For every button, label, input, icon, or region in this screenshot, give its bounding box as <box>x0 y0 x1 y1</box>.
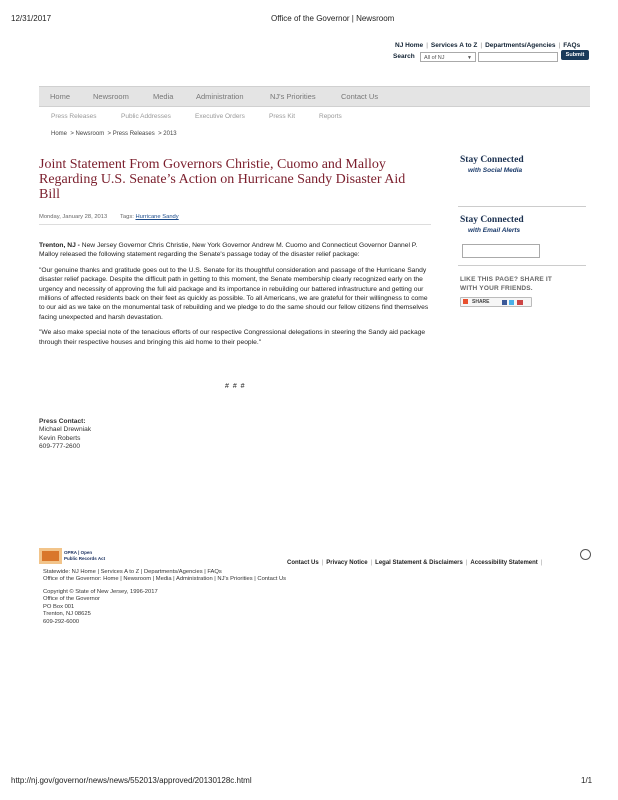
quote-paragraph-1: "Our genuine thanks and gratitude goes out to the U.S. Senate for its thoughtful consideration and passage of the Hurricane Sandy disaster relief package. Despite the difficult path in getting to this moment, the Senate membership clearly recognized early on the urgency and necessity of approving the full aid package and its importance in rebuilding our battered infrastructure and getting our millions of affected residents back on their feet as quickly as possible. To all Americans, we are grateful for their willingness to come to our aid as we take on the monumental task of rebuilding and we pledge to do the same should our fellow citizens find themselves facing unexpected and harsh devastation. <box>39 266 429 321</box>
search-label: Search <box>393 53 415 60</box>
stay-connected-email-link[interactable]: with Email Alerts <box>468 227 521 234</box>
main-nav <box>39 86 590 107</box>
nav-newsroom[interactable]: Newsroom <box>93 92 129 101</box>
opra-line: OPRA | Open <box>64 550 93 555</box>
address-line: Copyright © State of New Jersey, 1996-2017 <box>43 589 158 595</box>
search-submit-button[interactable]: Submit <box>561 50 589 60</box>
sidebar-divider <box>458 206 586 207</box>
lead-text: New Jersey Governor Chris Christie, New York Governor Andrew M. Cuomo and Connecticut Governor Dannel P. Malloy released the following statement regarding the Senate's passage today of the disaster relief package: <box>39 242 418 259</box>
like-line: LIKE THIS PAGE? SHARE IT <box>460 276 553 283</box>
end-mark: # # # <box>225 383 246 390</box>
search-scope-value: All of NJ <box>424 55 445 61</box>
quote-paragraph-2: "We also make special note of the tenacious efforts of our respective Congressional delegations in steering the Sandy aid package through their respective houses and bringing this aid home to their people." <box>39 329 426 346</box>
nav-media[interactable]: Media <box>153 92 174 101</box>
stay-connected-email-title: Stay Connected <box>460 215 524 225</box>
like-line: WITH YOUR FRIENDS. <box>460 285 533 292</box>
article-body <box>39 241 431 347</box>
tags <box>120 214 179 220</box>
subnav-executive-orders[interactable]: Executive Orders <box>195 113 245 120</box>
press-contact-line: Kevin Roberts <box>39 434 81 442</box>
email-alert-input[interactable] <box>462 244 540 258</box>
chevron-down-icon: ▼ <box>467 55 472 61</box>
footer-nav <box>43 569 583 584</box>
search-input[interactable] <box>478 52 558 62</box>
facebook-icon <box>502 300 507 305</box>
footer-address <box>43 589 158 626</box>
subnav-reports[interactable]: Reports <box>319 113 342 120</box>
press-contact <box>39 418 91 452</box>
crumb-press-releases[interactable]: > Press Releases <box>107 131 155 137</box>
print-date: 12/31/2017 <box>11 14 52 23</box>
footer-privacy[interactable]: Privacy Notice <box>326 560 368 566</box>
tag-link[interactable]: Hurricane Sandy <box>135 214 179 220</box>
article-title <box>39 157 439 202</box>
tags-label: Tags: <box>120 214 134 220</box>
print-title: Office of the Governor | Newsroom <box>271 14 395 23</box>
crumb-home[interactable]: Home <box>51 131 68 137</box>
accessibility-icon[interactable] <box>580 549 591 560</box>
breadcrumb <box>51 131 177 137</box>
share-label: SHARE <box>472 298 490 305</box>
footer-links: Contact Us | Privacy Notice | Legal Statement & Disclaimers | Accessibility Statement | <box>287 560 543 566</box>
address-line: Trenton, NJ 08625 <box>43 611 91 618</box>
crumb-year[interactable]: > 2013 <box>158 131 177 137</box>
address-line: 609-292-6000 <box>43 618 80 625</box>
search-scope-select[interactable] <box>420 52 476 62</box>
office-links[interactable]: Office of the Governor: Home | Newsroom | Media | Administration | NJ's Priorities | Contact Us <box>43 576 287 583</box>
util-nj-home[interactable]: NJ Home <box>395 42 424 49</box>
lead-paragraph <box>39 241 431 260</box>
twitter-icon <box>509 300 514 305</box>
nav-priorities[interactable]: NJ's Priorities <box>270 92 316 101</box>
sub-nav <box>39 113 590 125</box>
crumb-newsroom[interactable]: > Newsroom <box>70 131 105 137</box>
address-line: PO Box 001 <box>43 603 75 610</box>
util-faqs[interactable]: FAQs <box>563 42 581 49</box>
nav-home[interactable]: Home <box>50 92 71 101</box>
subnav-public-addresses[interactable]: Public Addresses <box>121 113 171 120</box>
press-contact-line: Michael Drewniak <box>39 426 92 434</box>
nav-contact[interactable]: Contact Us <box>341 92 379 101</box>
util-services[interactable]: Services A to Z <box>430 42 478 49</box>
dateline: Trenton, NJ - <box>39 242 80 249</box>
article-title-line: Regarding U.S. Senate’s Action on Hurricane Sandy Disaster Aid <box>39 172 406 187</box>
stay-connected-social-title: Stay Connected <box>460 155 524 165</box>
press-contact-label: Press Contact: <box>39 418 86 425</box>
util-departments[interactable]: Departments/Agencies <box>485 42 556 49</box>
nav-administration[interactable]: Administration <box>196 92 244 101</box>
footer-contact[interactable]: Contact Us <box>287 560 319 566</box>
meta-divider <box>39 224 431 225</box>
like-share-text <box>460 275 552 293</box>
sidebar-divider <box>458 265 586 266</box>
opra-label <box>64 550 105 561</box>
opra-logo[interactable] <box>39 548 62 564</box>
stay-connected-social-link[interactable]: with Social Media <box>468 167 523 174</box>
share-plus-icon <box>463 299 468 304</box>
press-contact-line: 609-777-2600 <box>39 443 81 451</box>
share-button[interactable] <box>460 297 532 307</box>
print-url: http://nj.gov/governor/news/news/552013/approved/20130128c.html <box>11 776 252 785</box>
print-page-number: 1/1 <box>581 776 593 785</box>
article-title-line: Bill <box>39 187 61 202</box>
subnav-press-kit[interactable]: Press Kit <box>269 113 296 120</box>
subnav-press-releases[interactable]: Press Releases <box>51 113 97 120</box>
article-title-line: Joint Statement From Governors Christie, Cuomo and Malloy <box>39 157 386 172</box>
email-icon <box>517 300 523 305</box>
article-date: Monday, January 28, 2013 <box>39 214 108 220</box>
statewide-links[interactable]: Statewide: NJ Home | Services A to Z | Departments/Agencies | FAQs <box>43 569 222 575</box>
opra-logo-mark <box>39 548 62 564</box>
footer-legal[interactable]: Legal Statement & Disclaimers <box>375 560 463 566</box>
utility-nav: NJ Home | Services A to Z | Departments/Agencies | FAQs <box>395 42 581 49</box>
footer-accessibility[interactable]: Accessibility Statement <box>470 560 538 566</box>
address-line: Office of the Governor <box>43 596 100 603</box>
opra-line: Public Records Act <box>64 555 106 561</box>
